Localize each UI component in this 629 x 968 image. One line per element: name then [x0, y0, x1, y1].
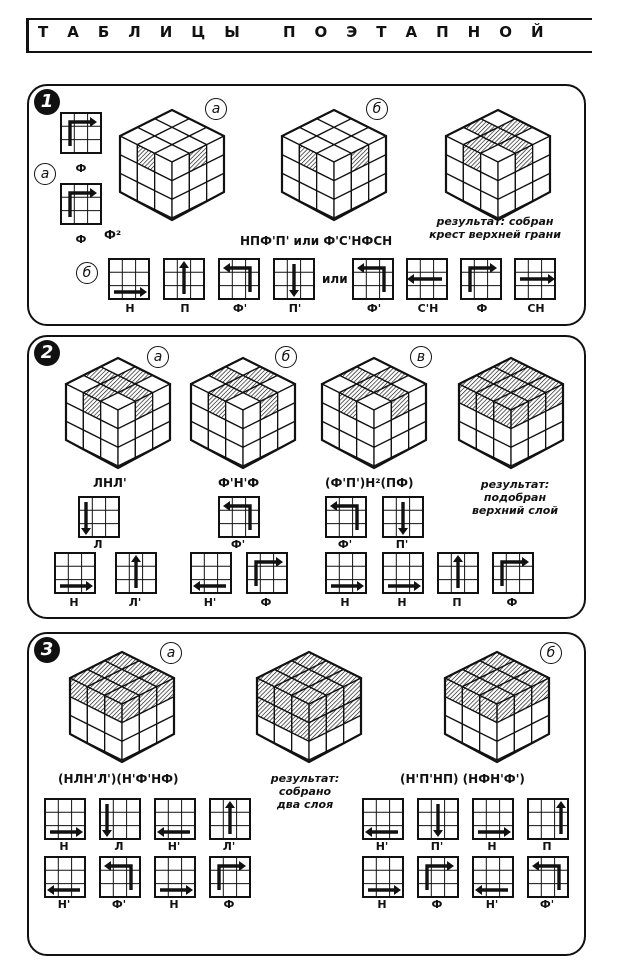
stage1-move-b-label-1: Н: [125, 302, 135, 315]
stage1-left-label-1: Ф: [75, 162, 87, 175]
stage3-row2-a-2: [99, 856, 141, 902]
stage1-left-move-1: [60, 112, 102, 158]
stage1-move-b-3: [218, 258, 260, 304]
stage2-row1-c-label-1: Ф': [337, 538, 353, 551]
stage1-move-c-4: [514, 258, 556, 304]
stage1-moves-b-marker: б: [76, 262, 98, 284]
stage3-row1-a-4: [209, 798, 251, 844]
stage2-row2-c-label-3: П: [452, 596, 462, 609]
stage2-row1-a-1: [78, 496, 120, 542]
stage1-or-text: или: [322, 272, 348, 286]
stage2-row2-c-label-1: Н: [340, 596, 350, 609]
stage2-row1-c-label-2: П': [395, 538, 409, 551]
stage1-move-c-label-2: С'Н: [417, 302, 439, 315]
stage2-variant-a-marker: а: [147, 346, 169, 368]
stage3-row2-b-1: [362, 856, 404, 902]
stage1-left-variant-a-marker: а: [34, 163, 56, 185]
stage3-row1-b-label-3: Н: [487, 840, 497, 853]
stage2-row2-a-label-1: Н: [69, 596, 79, 609]
stage2-row2-b-1: [190, 552, 232, 598]
stage2-badge: 2: [34, 340, 60, 366]
stage3-cube-b: [441, 648, 553, 770]
stage3-variant-a-marker: а: [160, 642, 182, 664]
stage3-row2-a-3: [154, 856, 196, 902]
stage2-variant-c-marker: в: [410, 346, 432, 368]
stage3-row2-a-label-4: Ф: [223, 898, 235, 911]
stage3-row2-b-3: [472, 856, 514, 902]
stage2-row2-c-label-4: Ф: [506, 596, 518, 609]
stage1-move-b-2: [163, 258, 205, 304]
stage2-row2-c-4: [492, 552, 534, 598]
page-title: ТАБЛИЦЫ ПОЭТАПНОЙ: [38, 23, 563, 41]
stage3-row1-b-1: [362, 798, 404, 844]
stage1-move-c-label-4: СН: [527, 302, 545, 315]
stage2-row1-c-2: [382, 496, 424, 542]
stage3-row2-b-2: [417, 856, 459, 902]
stage3-row2-a-1: [44, 856, 86, 902]
stage3-variant-b-marker: б: [540, 642, 562, 664]
stage3-row1-a-label-3: Н': [167, 840, 181, 853]
stage3-result-text: результат: собрано два слоя: [270, 772, 340, 811]
stage1-cube-a: [116, 106, 228, 228]
stage1-move-b-label-3: Ф': [232, 302, 248, 315]
stage2-row1-a-label-1: Л: [93, 538, 103, 551]
stage1-move-b-label-4: П': [288, 302, 302, 315]
stage1-formula-b: НПФ'П' или Ф'С'НФСН: [240, 234, 393, 248]
stage2-formula-c: (Ф'П')Н²(ПФ): [325, 476, 414, 490]
stage1-move-b-4: [273, 258, 315, 304]
stage1-left-label-2: Ф: [75, 233, 87, 246]
stage3-row2-a-label-3: Н: [169, 898, 179, 911]
stage3-row1-a-1: [44, 798, 86, 844]
stage2-variant-b-marker: б: [275, 346, 297, 368]
stage1-variant-b-marker: б: [366, 98, 388, 120]
stage2-row2-a-2: [115, 552, 157, 598]
stage2-row2-a-1: [54, 552, 96, 598]
stage3-row2-b-label-3: Н': [485, 898, 499, 911]
stage3-row1-b-2: [417, 798, 459, 844]
stage2-cube-result: [455, 354, 567, 476]
stage3-formula-a: (НЛН'Л')(Н'Ф'НФ): [58, 772, 179, 786]
stage1-move-c-label-3: Ф: [476, 302, 488, 315]
stage1-cube-result: [442, 106, 554, 228]
stage3-row2-a-4: [209, 856, 251, 902]
stage2-row2-c-3: [437, 552, 479, 598]
stage1-formula-a: Ф²: [104, 228, 122, 242]
stage1-move-c-2: [406, 258, 448, 304]
stage1-variant-a-marker: а: [205, 98, 227, 120]
stage2-row1-b-1: [218, 496, 260, 542]
stage3-row1-b-label-1: Н': [375, 840, 389, 853]
stage1-left-move-2: [60, 183, 102, 229]
stage3-row2-b-label-2: Ф: [431, 898, 443, 911]
stage3-row1-a-2: [99, 798, 141, 844]
stage1-badge: 1: [34, 89, 60, 115]
stage3-row1-b-4: [527, 798, 569, 844]
stage3-row1-b-3: [472, 798, 514, 844]
stage2-row2-c-2: [382, 552, 424, 598]
stage1-move-c-label-1: Ф': [366, 302, 382, 315]
stage1-cube-b: [278, 106, 390, 228]
stage3-row1-a-3: [154, 798, 196, 844]
stage2-row2-a-label-2: Л': [128, 596, 142, 609]
stage2-row1-b-label-1: Ф': [230, 538, 246, 551]
stage2-formula-a: ЛНЛ': [93, 476, 127, 490]
stage2-result-text: результат: подобран верхний слой: [471, 478, 559, 517]
stage2-cube-c: [318, 354, 430, 476]
stage3-cube-a: [66, 648, 178, 770]
stage3-row1-b-label-4: П: [542, 840, 552, 853]
stage3-row2-b-label-4: Ф': [539, 898, 555, 911]
stage3-cube-result: [253, 648, 365, 770]
stage1-move-c-3: [460, 258, 502, 304]
stage3-row2-a-label-1: Н': [57, 898, 71, 911]
stage2-row2-b-2: [246, 552, 288, 598]
stage3-row1-a-label-1: Н: [59, 840, 69, 853]
stage2-row1-c-1: [325, 496, 367, 542]
stage3-row1-a-label-2: Л: [114, 840, 124, 853]
stage1-result-text: результат: собран крест верхней грани: [429, 215, 561, 241]
stage2-row2-c-label-2: Н: [397, 596, 407, 609]
stage3-formula-b: (Н'П'НП) (НФН'Ф'): [400, 772, 525, 786]
stage3-row1-a-label-4: Л': [222, 840, 236, 853]
stage2-cube-b: [187, 354, 299, 476]
stage3-badge: 3: [34, 637, 60, 663]
stage1-move-b-label-2: П: [180, 302, 190, 315]
stage2-row2-b-label-2: Ф: [260, 596, 272, 609]
stage2-row2-b-label-1: Н': [203, 596, 217, 609]
stage1-move-c-1: [352, 258, 394, 304]
stage3-row2-b-4: [527, 856, 569, 902]
stage2-cube-a: [62, 354, 174, 476]
stage1-move-b-1: [108, 258, 150, 304]
stage2-formula-b: Ф'Н'Ф: [218, 476, 260, 490]
stage2-row2-c-1: [325, 552, 367, 598]
stage3-row2-b-label-1: Н: [377, 898, 387, 911]
stage3-row1-b-label-2: П': [430, 840, 444, 853]
stage3-row2-a-label-2: Ф': [111, 898, 127, 911]
